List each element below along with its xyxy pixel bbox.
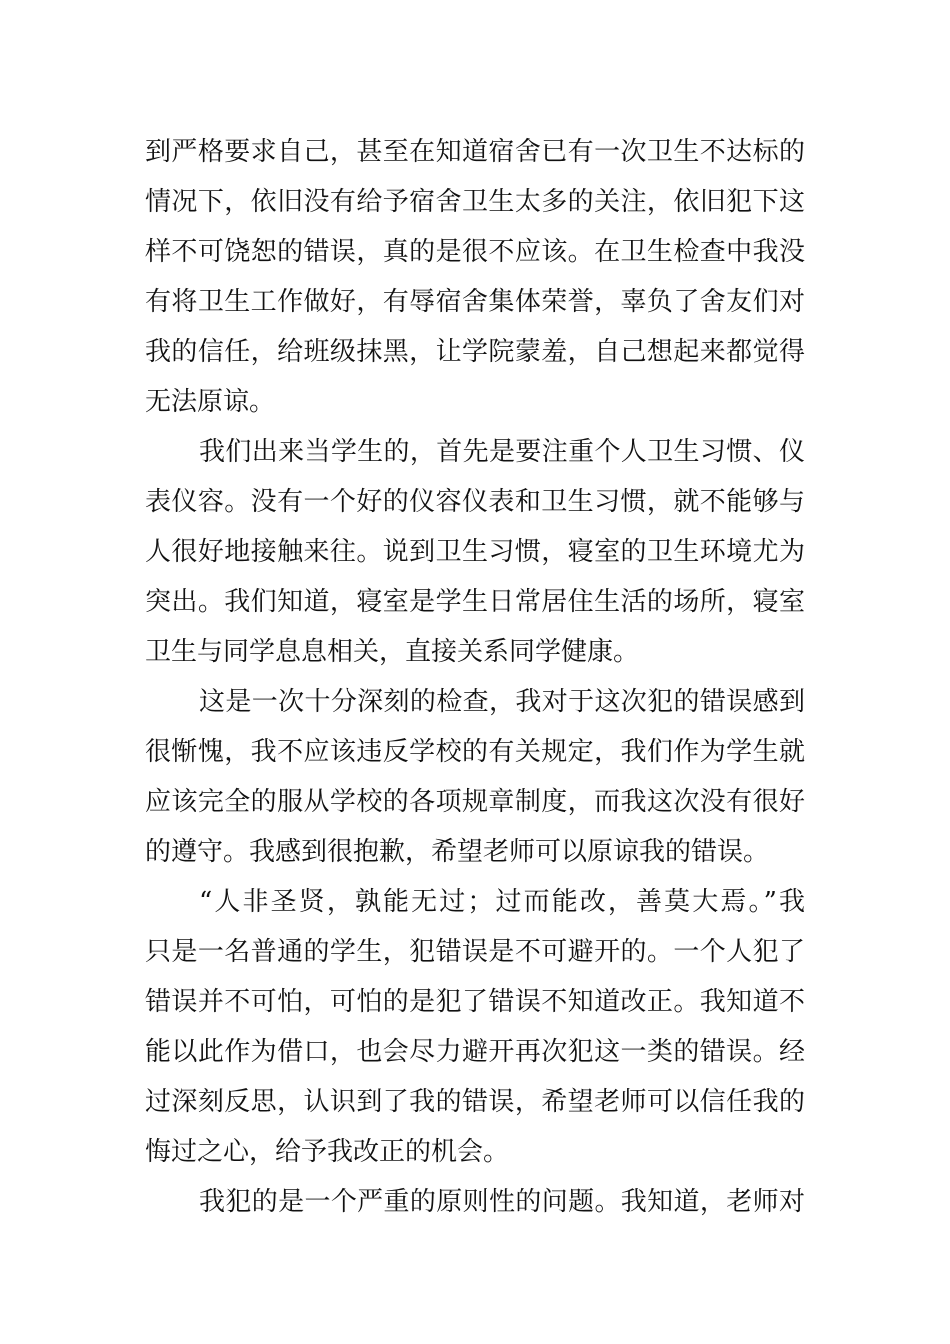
paragraph-start-line: 这是一次十分深刻的检查，我对于这次犯的错误感到 [199,687,805,717]
text-line: 卫生与同学息息相关，直接关系同学健康。 [145,637,640,667]
document-body [145,127,805,1227]
text-line: 很惭愧，我不应该违反学校的有关规定，我们作为学生就 [145,737,805,767]
text-line: 能以此作为借口，也会尽力避开再次犯这一类的错误。经 [145,1037,805,1067]
paragraph-start-line: 我们出来当学生的，首先是要注重个人卫生习惯、仪 [199,437,805,467]
text-line: 有将卫生工作做好，有辱宿舍集体荣誉，辜负了舍友们对 [145,287,805,317]
text-line: 人很好地接触来往。说到卫生习惯，寝室的卫生环境尤为 [145,537,805,567]
text-line: 的遵守。我感到很抱歉，希望老师可以原谅我的错误。 [145,837,770,867]
paragraph-start-line: 我犯的是一个严重的原则性的问题。我知道，老师对 [199,1187,805,1217]
text-line: 到严格要求自己，甚至在知道宿舍已有一次卫生不达标的 [145,137,805,167]
text-line: 应该完全的服从学校的各项规章制度，而我这次没有很好 [145,787,805,817]
text-line: 表仪容。没有一个好的仪容仪表和卫生习惯，就不能够与 [145,487,805,517]
text-line: 无法原谅。 [145,387,276,417]
text-line: 悔过之心，给予我改正的机会。 [145,1137,510,1167]
text-line: 错误并不可怕，可怕的是犯了错误不知道改正。我知道不 [145,987,805,1017]
text-line: 样不可饶恕的错误，真的是很不应该。在卫生检查中我没 [145,237,805,267]
text-line: 我的信任，给班级抹黑，让学院蒙羞，自己想起来都觉得 [145,337,805,367]
text-line: 只是一名普通的学生，犯错误是不可避开的。一个人犯了 [145,937,805,967]
text-line: 突出。我们知道，寝室是学生日常居住生活的场所，寝室 [145,587,805,617]
paragraph-start-line: “人非圣贤，孰能无过；过而能改，善莫大焉。”我 [199,887,805,917]
text-line: 过深刻反思，认识到了我的错误，希望老师可以信任我的 [145,1087,805,1117]
text-line: 情况下，依旧没有给予宿舍卫生太多的关注，依旧犯下这 [145,187,805,217]
